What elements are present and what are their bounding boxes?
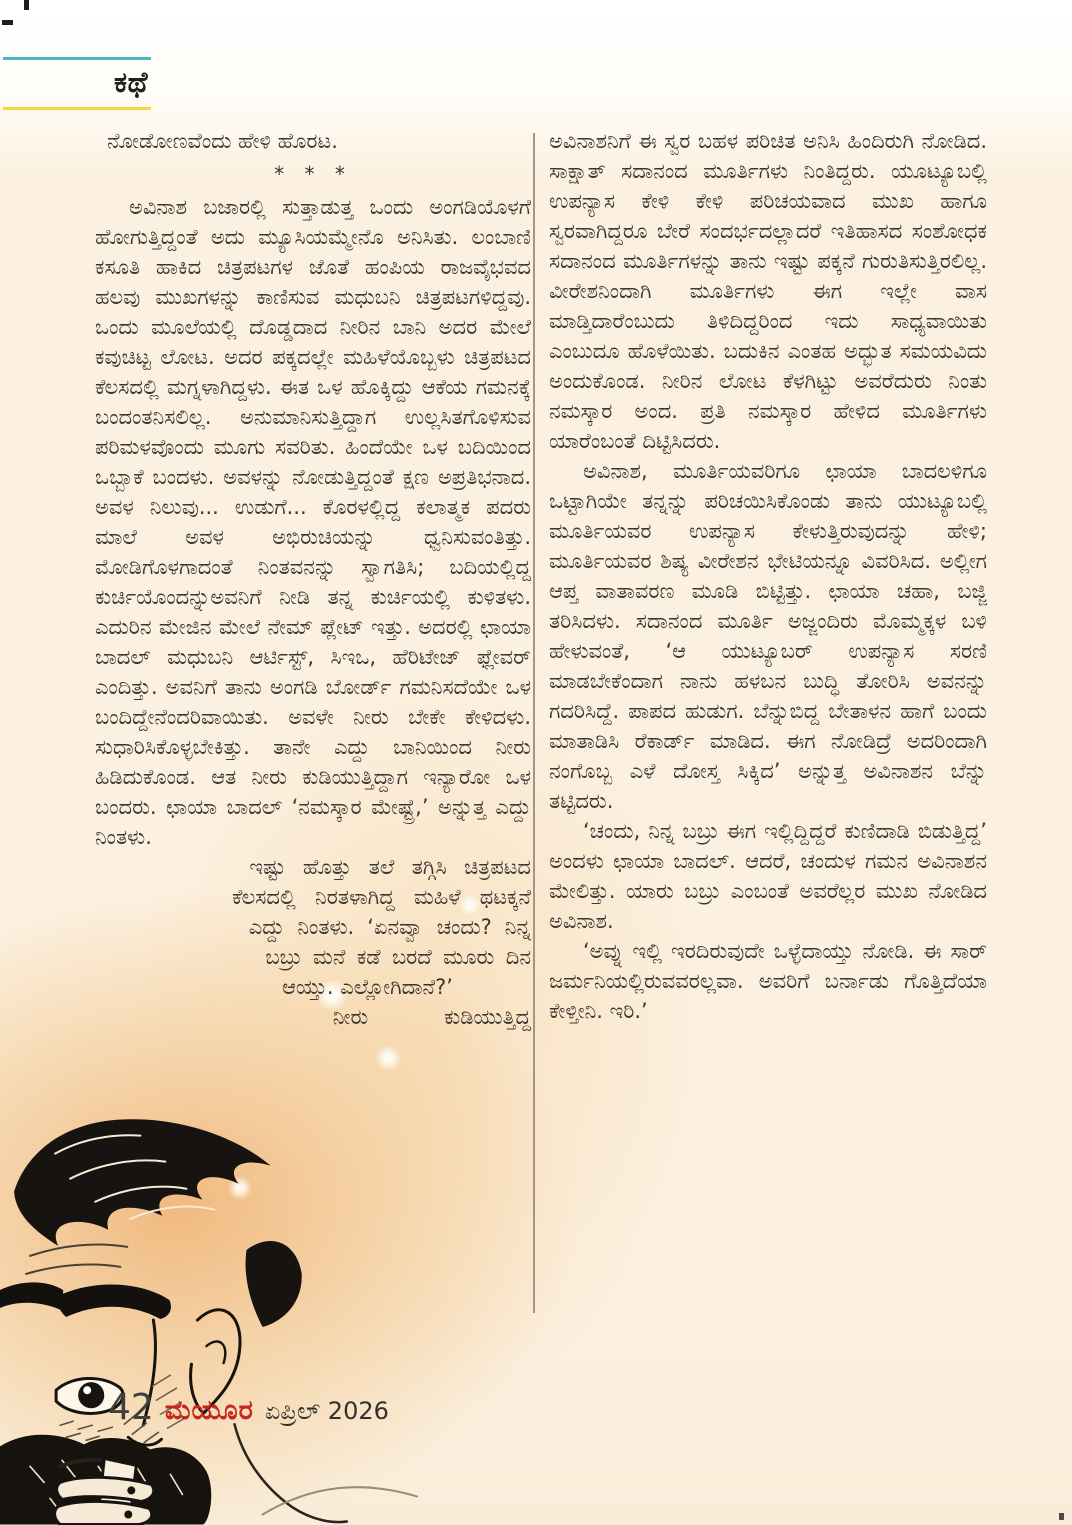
issue-date: ಏಪ್ರಿಲ್ 2026 [264, 1397, 389, 1425]
story-paragraph: ಅವಿನಾಶನಿಗೆ ಈ ಸ್ವರ ಬಹಳ ಪರಿಚಿತ ಅನಿಸಿ ಹಿಂದಿರುಗಿ ನೋಡಿದ. ಸಾಕ್ಷಾತ್ ಸದಾನಂದ ಮೂರ್ತಿಗಳು ನಿಂತಿದ್ದರು. ಯೂಟ್ಯೂಬಲ್ಲಿ ಉಪನ್ಯಾಸ ಕೇಳಿ ಕೇಳಿ ಪರಿಚಯವಾದ ಮುಖ ಹಾಗೂ ಸ್ವರವಾಗಿದ್ದರೂ ಬೇರೆ ಸಂದರ್ಭದಲ್ಲಾದರೆ ಇತಿಹಾಸದ ಸಂಶೋಧಕ ಸದಾನಂದ ಮೂರ್ತಿಗಳನ್ನು ತಾನು ಇಷ್ಟು ಪಕ್ಕನೆ ಗುರುತಿಸುತ್ತಿರಲಿಲ್ಲ. ವೀರೇಶನಿಂದಾಗಿ ಮೂರ್ತಿಗಳು ಈಗ ಇಲ್ಲೇ ವಾಸ ಮಾಡ್ತಿದಾರೆಂಬುದು ತಿಳಿದಿದ್ದರಿಂದ ಇದು ಸಾಧ್ಯವಾಯಿತು ಎಂಬುದೂ ಹೊಳೆಯಿತು. ಬದುಕಿನ ಎಂತಹ ಅದ್ಭುತ ಸಮಯವಿದು ಅಂದುಕೊಂಡ. ನೀರಿನ ಲೋಟ ಕೆಳಗಿಟ್ಟು ಅವರೆದುರು ನಿಂತು ನಮಸ್ಕಾರ ಅಂದ. ಪ್ರತಿ ನಮಸ್ಕಾರ ಹೇಳಿದ ಮೂರ್ತಿಗಳು ಯಾರೆಂಬಂತೆ ದಿಟ್ಟಿಸಿದರು. [549, 129, 987, 453]
right-column [549, 126, 987, 1026]
opening-line: ನೋಡೋಣವೆಂದು ಹೇಳಿ ಹೊರಟ. [107, 129, 338, 153]
left-column [95, 126, 531, 1140]
story-paragraph: ನೀರು ಕುಡಿಯುತ್ತಿದ್ದ [332, 1005, 531, 1029]
column-divider [533, 133, 535, 1313]
section-label: ಕಥೆ [114, 65, 148, 99]
man-playing-flute-sketch [0, 1093, 421, 1525]
section-header [3, 57, 151, 110]
section-break-stars: * * * [274, 162, 352, 186]
story-paragraph: ಇಷ್ಟು ಹೊತ್ತು ತಲೆ ತಗ್ಗಿಸಿ ಚಿತ್ರಪಟದ ಕೆಲಸದಲ್ಲಿ ನಿರತಳಾಗಿದ್ದ ಮಹಿಳೆ ಥಟಕ್ಕನೆ ಎದ್ದು ನಿಂತಳು. ‘ಏನವ್ವಾ ಚಂದು? ನಿನ್ನ ಬಬ್ರು ಮನೆ ಕಡೆ ಬರದೆ ಮೂರು ದಿನ ಆಯ್ತು. ಎಲ್ಲೋಗಿದಾನೆ?’ [232, 855, 531, 999]
story-paragraph: ಅವಿನಾಶ ಬಜಾರಲ್ಲಿ ಸುತ್ತಾಡುತ್ತ ಒಂದು ಅಂಗಡಿಯೊಳಗೆ ಹೋಗುತ್ತಿದ್ದಂತೆ ಅದು ಮ್ಯೂಸಿಯಮ್ಮೇನೊ ಅನಿಸಿತು. ಲಂಬಾಣಿ ಕಸೂತಿ ಹಾಕಿದ ಚಿತ್ರಪಟಗಳ ಜೊತೆ ಹಂಪಿಯ ರಾಜವೈಭವದ ಹಲವು ಮುಖಗಳನ್ನು ಕಾಣಿಸುವ ಮಧುಬನಿ ಚಿತ್ರಪಟಗಳಿದ್ದವು. ಒಂದು ಮೂಲೆಯಲ್ಲಿ ದೊಡ್ಡದಾದ ನೀರಿನ ಬಾನಿ ಅದರ ಮೇಲೆ ಕವುಚಿಟ್ಟ ಲೋಟ. ಅದರ ಪಕ್ಕದಲ್ಲೇ ಮಹಿಳೆಯೊಬ್ಬಳು ಚಿತ್ರಪಟದ ಕೆಲಸದಲ್ಲಿ ಮಗ್ನಳಾಗಿದ್ದಳು. ಈತ ಒಳ ಹೊಕ್ಕಿದ್ದು ಆಕೆಯ ಗಮನಕ್ಕೆ ಬಂದಂತನಿಸಲಿಲ್ಲ. ಅನುಮಾನಿಸುತ್ತಿದ್ದಾಗ ಉಲ್ಲಸಿತಗೊಳಿಸುವ ಪರಿಮಳವೊಂದು ಮೂಗು ಸವರಿತು. ಹಿಂದೆಯೇ ಒಳ ಬದಿಯಿಂದ ಒಬ್ಬಾಕೆ ಬಂದಳು. ಅವಳನ್ನು ನೋಡುತ್ತಿದ್ದಂತೆ ಕ್ಷಣ ಅಪ್ರತಿಭನಾದ. ಅವಳ ನಿಲುವು... ಉಡುಗೆ... ಕೊರಳಲ್ಲಿದ್ದ ಕಲಾತ್ಮಕ ಪದರು ಮಾಲೆ ಅವಳ ಅಭಿರುಚಿಯನ್ನು ಧ್ವನಿಸುವಂತಿತ್ತು. ಮೋಡಿಗೊಳಗಾದಂತೆ ನಿಂತವನನ್ನು ಸ್ವಾಗತಿಸಿ; ಬದಿಯಲ್ಲಿದ್ದ ಕುರ್ಚಿಯೊಂದನ್ನುಅವನಿಗೆ ನೀಡಿ ತನ್ನ ಕುರ್ಚಿಯಲ್ಲಿ ಕುಳಿತಳು. ಎದುರಿನ ಮೇಜಿನ ಮೇಲೆ ನೇಮ್ ಪ್ಲೇಟ್ ಇತ್ತು. ಅದರಲ್ಲಿ ಛಾಯಾ ಬಾದಲ್ ಮಧುಬನಿ ಆರ್ಟಿಸ್ಟ್, ಸಿಇಒ, ಹೆರಿಟೇಜ್ ಫ್ಲೇವರ್ ಎಂದಿತ್ತು. ಅವನಿಗೆ ತಾನು ಅಂಗಡಿ ಬೋರ್ಡ್ ಗಮನಿಸದೆಯೇ ಒಳ ಬಂದಿದ್ದೇನೆಂದರಿವಾಯಿತು. ಅವಳೇ ನೀರು ಬೇಕೇ ಕೇಳಿದಳು. ಸುಧಾರಿಸಿಕೊಳ್ಳಬೇಕಿತ್ತು. ತಾನೇ ಎದ್ದು ಬಾನಿಯಿಂದ ನೀರು ಹಿಡಿದುಕೊಂಡ. ಆತ ನೀರು ಕುಡಿಯುತ್ತಿದ್ದಾಗ ಇನ್ಯಾರೋ ಒಳ ಬಂದರು. ಛಾಯಾ ಬಾದಲ್ ‘ನಮಸ್ಕಾರ ಮೇಷ್ಟ್ರೆ,’ ಅನ್ನುತ್ತ ಎದ್ದು ನಿಂತಳು. [95, 195, 531, 849]
print-mark-bottom-right [1059, 1513, 1064, 1520]
page-footer [108, 1387, 389, 1428]
story-paragraph: ‘ಚಂದು, ನಿನ್ನ ಬಬ್ರು ಈಗ ಇಲ್ಲಿದ್ದಿದ್ದರೆ ಕುಣಿದಾಡಿ ಬಿಡುತ್ತಿದ್ದ’ ಅಂದಳು ಛಾಯಾ ಬಾದಲ್. ಆದರೆ, ಚಂದುಳ ಗಮನ ಅವಿನಾಶನ ಮೇಲಿತ್ತು. ಯಾರು ಬಬ್ರು ಎಂಬಂತೆ ಅವರೆಲ್ಲರ ಮುಖ ನೋಡಿದ ಅವಿನಾಶ. [549, 819, 987, 933]
story-paragraph: ‘ಅವ್ನು ಇಲ್ಲಿ ಇರದಿರುವುದೇ ಒಳ್ಳೆದಾಯ್ತು ನೋಡಿ. ಈ ಸಾರ್ ಜರ್ಮನಿಯಲ್ಲಿರುವವರಲ್ಲವಾ. ಅವರಿಗೆ ಬರ್ನಾಡು ಗೊತ್ತಿದೆಯಾ ಕೇಳ್ತೀನಿ. ಇರಿ.’ [549, 939, 987, 1023]
story-paragraph: ಅವಿನಾಶ, ಮೂರ್ತಿಯವರಿಗೂ ಛಾಯಾ ಬಾದಲಳಿಗೂ ಒಟ್ಟಾಗಿಯೇ ತನ್ನನ್ನು ಪರಿಚಯಿಸಿಕೊಂಡು ತಾನು ಯುಟ್ಯೂಬಲ್ಲಿ ಮೂರ್ತಿಯವರ ಉಪನ್ಯಾಸ ಕೇಳುತ್ತಿರುವುದನ್ನು ಹೇಳಿ; ಮೂರ್ತಿಯವರ ಶಿಷ್ಯ ವೀರೇಶನ ಭೇಟಿಯನ್ನೂ ವಿವರಿಸಿದ. ಅಲ್ಲೀಗ ಆಪ್ತ ವಾತಾವರಣ ಮೂಡಿ ಬಿಟ್ಟಿತ್ತು. ಛಾಯಾ ಚಹಾ, ಬಜ್ಜಿ ತರಿಸಿದಳು. ಸದಾನಂದ ಮೂರ್ತಿ ಅಜ್ಜಂದಿರು ಮೊಮ್ಮಕ್ಕಳ ಬಳಿ ಹೇಳುವಂತೆ, ‘ಆ ಯುಟ್ಯೂಬರ್ ಉಪನ್ಯಾಸ ಸರಣಿ ಮಾಡಬೇಕೆಂದಾಗ ನಾನು ಹಳಬನ ಬುದ್ಧಿ ತೋರಿಸಿ ಅವನನ್ನು ಗದರಿಸಿದ್ದೆ. ಪಾಪದ ಹುಡುಗ. ಬೆನ್ನುಬಿದ್ದ ಬೇತಾಳನ ಹಾಗೆ ಬಂದು ಮಾತಾಡಿಸಿ ರೆಕಾರ್ಡ್ ಮಾಡಿದ. ಈಗ ನೋಡಿದ್ರೆ ಅದರಿಂದಾಗಿ ನಂಗೊಬ್ಬ ಎಳೆ ದೋಸ್ತ ಸಿಕ್ಕಿದ’ ಅನ್ನುತ್ತ ಅವಿನಾಶನ ಬೆನ್ನು ತಟ್ಟಿದರು. [549, 459, 987, 813]
yellow-rule [3, 107, 151, 110]
page-number: 42 [108, 1387, 154, 1428]
print-mark-top [24, 0, 29, 10]
print-mark-left [2, 20, 13, 25]
magazine-name: ಮಯೂರ [164, 1395, 254, 1426]
